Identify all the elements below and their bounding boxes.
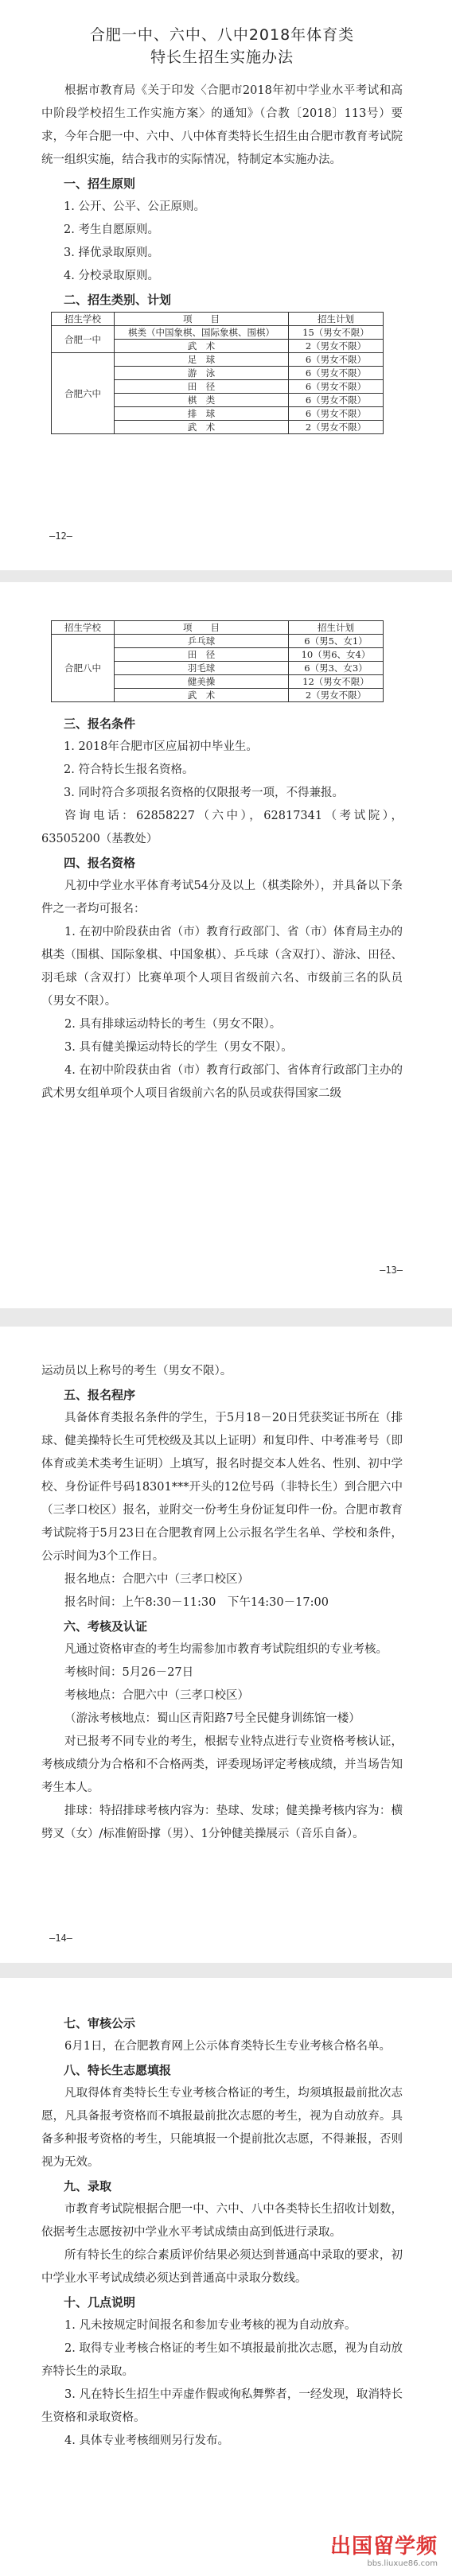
paragraph: 报名时间：上午8:30－11:30 下午14:30－17:00 [64,1596,329,1609]
table-cell-school: 合肥六中 [52,353,115,434]
paragraph: 考核时间：5月26－27日 [64,1666,194,1679]
list-item: 3. 凡在特长生招生中弄虚作假或徇私舞弊者，一经发现，取消特长生资格和录取资格。 [41,2388,403,2424]
table-cell-school: 合肥一中 [52,326,115,353]
table-header-cell: 招生学校 [52,621,115,635]
watermark-accent: 频 [415,2535,438,2559]
document-page-3 [0,1327,452,1963]
section-heading: 三、报名条件 [64,717,136,731]
page-number: —12— [49,530,72,542]
site-watermark [330,2530,438,2568]
table-cell-item: 武 术 [115,689,289,702]
table-header-cell: 招生计划 [289,621,384,635]
table-cell-plan: 2（男女不限） [289,689,384,702]
document-page-2 [0,582,452,1308]
list-item: 4. 分校录取原则。 [64,270,159,282]
table-cell-plan: 12（男女不限） [289,675,384,689]
paragraph: 6月1日，在合肥教育网上公示体育类特长生专业考核合格名单。 [64,2040,391,2053]
section-heading: 四、报名资格 [64,856,136,870]
table-header-cell: 项 目 [115,313,289,326]
section-heading: 七、审核公示 [64,2016,136,2030]
section-heading: 十、几点说明 [64,2295,136,2310]
list-item: 3. 同时符合多项报名资格的仅限报考一项，不得兼报。 [64,787,344,799]
watermark-url: bbs.liuxue86.com [367,2559,438,2568]
document-subtitle: 特长生招生实施办法 [150,49,294,66]
table-cell-item: 棋类（中国象棋、国际象棋、围棋） [115,326,289,340]
document-page-4 [0,1978,452,2576]
list-item: 4. 在初中阶段获由省（市）教育行政部门、省体育行政部门主办的武术男女组单项个人项目省级前六名的队员或获得国家二级 [41,1064,403,1100]
table-cell-item: 健美操 [115,675,289,689]
table-cell-plan: 6（男女不限） [289,367,384,380]
paragraph: 具备体育类报名条件的学生，于5月18－20日凭获奖证书所在（排球、健美操特长生可凭校级及其以上证明）和复印件、中考准考号（即体育或美术类考生证明）上填写，报名时提交本人姓名、性别、初中学校、身份证件号码18301***开头的12位号码（非特长生）到合肥六中（三孝口校区）报名，並附交一份考生身份证复印件一份。合肥市教育考试院将于5月23日在合肥教育网上公示报名学生名单、学校和条件，公示时间为3个工作日。 [41,1412,403,1563]
table-cell-plan: 15（男女不限） [289,326,384,340]
paragraph: 排球：特招排球考核内容为：垫球、发球；健美操考核内容为：横劈叉（女）/标准俯卧撑（男）、1分钟健美操展示（音乐自备）。 [41,1805,403,1840]
list-item: 2. 符合特长生报名资格。 [64,763,194,776]
paragraph: 凡通过资格审查的考生均需参加市教育考试院组织的专业考核。 [64,1643,388,1656]
table-cell-plan: 6（男3、女3） [289,662,384,675]
list-item: 1. 公开、公平、公正原则。 [64,200,205,213]
paragraph: 市教育考试院根据合肥一中、六中、八中各类特长生招收计划数，依据考生志愿按初中学业水平考试成绩由高到低进行录取。 [41,2203,403,2239]
page-number: —14— [49,1933,72,1944]
table-header-row [52,621,384,635]
watermark-logo [330,2530,438,2559]
section-heading: 二、招生类别、计划 [64,293,172,307]
table-cell-plan: 6（男5、女1） [289,635,384,648]
table-header-cell: 招生计划 [289,313,384,326]
table-cell-plan: 6（男女不限） [289,353,384,367]
list-item: 2. 取得专业考核合格证的考生如不填报最前批次志愿，视为自动放弃特长生的录取。 [41,2342,403,2378]
paragraph: 所有特长生的综合素质评价结果必须达到普通高中录取的要求，初中学业水平考试成绩必须达到普通高中录取分数线。 [41,2249,403,2285]
table-cell-item: 武 术 [115,340,289,353]
table-cell-item: 排 球 [115,407,289,421]
intro-paragraph: 根据市教育局《关于印发〈合肥市2018年初中学业水平考试和高中阶段学校招生工作实施方案〉的通知》（合教〔2018〕113号）要求，今年合肥一中、六中、八中体育类特长生招生由合肥市教育考试院统一组织实施，结合我市的实际情况，特制定本实施办法。 [41,84,403,166]
list-item: 1. 凡未按规定时间报名和参加专业考核的视为自动放弃。 [64,2319,357,2332]
table-row [52,353,384,367]
table-header-row [52,313,384,326]
table-cell-item: 足 球 [115,353,289,367]
table-cell-plan: 6（男女不限） [289,394,384,407]
table-cell-item: 田 径 [115,648,289,662]
consult-phone: 咨询电话：62858227（六中），62817341（考试院），63505200（基教处） [41,810,403,845]
paragraph: 报名地点：合肥六中（三孝口校区） [64,1573,249,1586]
section-heading: 八、特长生志愿填报 [64,2063,172,2077]
paragraph: 考核地点：合肥六中（三孝口校区） [64,1689,249,1702]
document-page-1 [0,0,452,570]
page-number: —13— [380,1265,403,1276]
table-cell-school: 合肥八中 [52,635,115,702]
table-cell-item: 乒乓球 [115,635,289,648]
section-heading: 一、招生原则 [64,177,136,191]
table-cell-plan: 6（男女不限） [289,407,384,421]
table-cell-plan: 2（男女不限） [289,340,384,353]
table-header-cell: 招生学校 [52,313,115,326]
section-heading: 九、录取 [64,2179,112,2193]
table-row [52,326,384,340]
paragraph: （游泳考核地点：蜀山区青阳路7号全民健身训练馆一楼） [64,1712,360,1725]
table-cell-plan: 10（男6、女4） [289,648,384,662]
paragraph: 凡初中学业水平体育考试54分及以上（棋类除外），并具备以下条件之一者均可报名： [41,880,403,915]
enrollment-plan-table-continued [51,620,384,702]
list-item: 3. 择优录取原则。 [64,247,159,259]
table-row [52,635,384,648]
list-item: 2. 具有排球运动特长的考生（男女不限）。 [64,1018,282,1031]
paragraph: 凡取得体育类特长生专业考核合格证的考生，均须填报最前批次志愿，凡具备报考资格而不填报最前批次志愿的考生，视为自动放弃。具备多种报考资格的考生，只能填报一个提前批次志愿，不得兼报，否则视为无效。 [41,2087,403,2169]
section-heading: 六、考核及认证 [64,1619,148,1634]
enrollment-plan-table [51,312,384,434]
table-header-cell: 项 目 [115,621,289,635]
table-cell-item: 棋 类 [115,394,289,407]
document-title: 合肥一中、六中、八中2018年体育类 [89,26,355,44]
paragraph: 运动员以上称号的考生（男女不限）。 [41,1365,232,1377]
table-cell-plan: 2（男女不限） [289,421,384,434]
table-cell-item: 羽毛球 [115,662,289,675]
list-item: 4. 具体专业考核细则另行发布。 [64,2434,229,2447]
table-cell-item: 田 径 [115,380,289,394]
section-heading: 五、报名程序 [64,1388,136,1402]
paragraph: 对已报考不同专业的考生，根据专业特点进行专业资格考核认证，考核成绩分为合格和不合格两类，评委现场评定考核成绩，并当场告知考生本人。 [41,1735,403,1794]
watermark-text: 出国留学 [329,2535,416,2559]
list-item: 2. 考生自愿原则。 [64,223,159,236]
list-item: 1. 2018年合肥市区应届初中毕业生。 [64,740,258,753]
list-item: 3. 具有健美操运动特长的学生（男女不限）。 [64,1041,293,1054]
table-cell-item: 游 泳 [115,367,289,380]
list-item: 1. 在初中阶段获由省（市）教育行政部门、省（市）体育局主办的棋类（围棋、国际象棋、中国象棋）、乒乓球（含双打）、游泳、田径、羽毛球（含双打）比赛单项个人项目省级前六名、市级前三名的队员（男女不限）。 [41,926,403,1008]
table-cell-item: 武 术 [115,421,289,434]
table-cell-plan: 6（男女不限） [289,380,384,394]
